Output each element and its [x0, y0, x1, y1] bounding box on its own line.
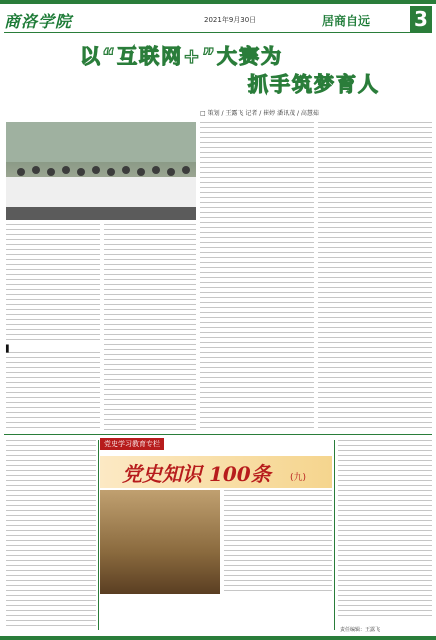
column-title-banner [100, 456, 332, 488]
group-photo-figures [6, 122, 196, 220]
section-divider [4, 434, 432, 435]
footer-note: 责任编辑：王露飞 [340, 627, 381, 633]
article-text-col1-b [6, 352, 100, 432]
history-text-left [6, 440, 96, 630]
party-history-column [100, 438, 332, 598]
issue-date: 2021年9月30日 [204, 16, 257, 24]
column-title-suffix: (九) [290, 473, 307, 483]
section-name: 居商自远 [322, 14, 371, 28]
article-text-col3 [200, 122, 314, 432]
article-text-col1-a [6, 224, 100, 340]
history-photo [100, 490, 220, 594]
column-title: 党史知识 100条 [122, 462, 271, 486]
column-divider-right [334, 440, 335, 630]
byline: □ 策划 / 王露飞 记者 / 崔婷 潘讯茂 / 高慧茹 [200, 110, 319, 117]
headline-line-1: 以“互联网+”大赛为 [80, 44, 284, 68]
bottom-band [0, 636, 436, 640]
header-rule [4, 32, 432, 33]
headline-line-2: 抓手筑梦育人 [248, 72, 380, 96]
group-photo [6, 122, 196, 220]
article-text-col4 [318, 122, 432, 432]
column-divider-left [98, 440, 99, 630]
history-text-right [338, 440, 432, 620]
top-band [0, 0, 436, 4]
subheading-1: ▌ [6, 345, 12, 353]
history-text-center [224, 490, 332, 594]
page-header [0, 6, 436, 32]
article-text-col2 [104, 224, 196, 432]
page-number: 3 [410, 6, 432, 32]
column-tag: 党史学习教育专栏 [100, 438, 164, 450]
masthead: 商洛学院 [4, 12, 73, 31]
